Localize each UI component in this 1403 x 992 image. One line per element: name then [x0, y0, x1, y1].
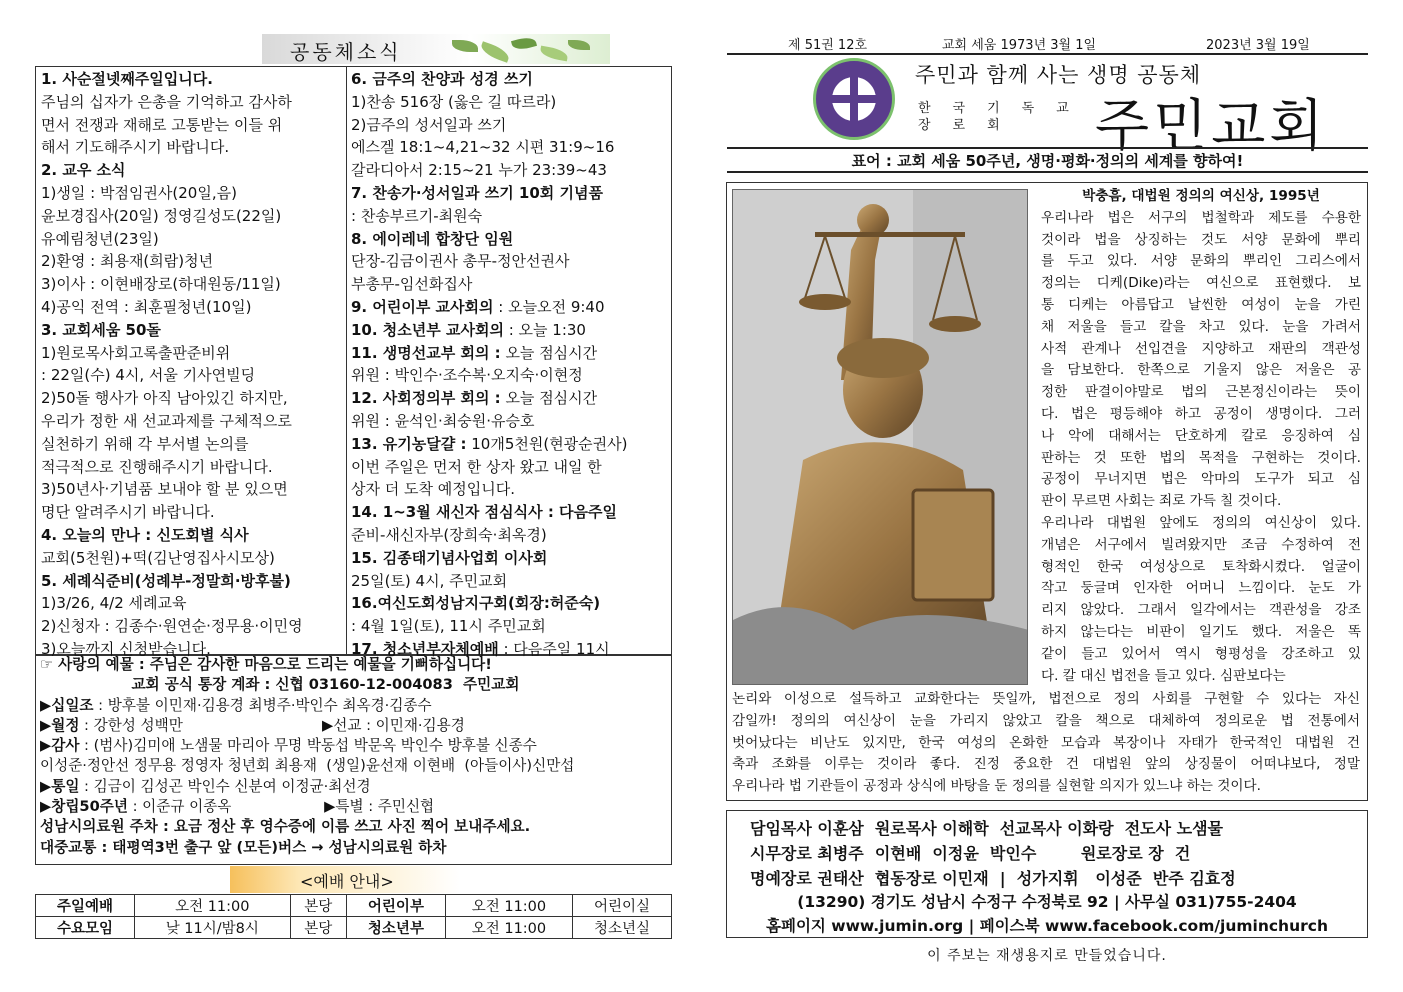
- news-line: [351, 296, 669, 319]
- news-text: 준비-새신자부(장희숙·최옥경): [351, 525, 547, 544]
- article-line: 우리나라 법 기관들이 공정과 상식에 바탕을 둔 정의를 실현할 의지가 있느냐 하는 것이다.: [732, 778, 1261, 795]
- worship-row: [36, 917, 672, 939]
- offering-line: [40, 716, 670, 736]
- masthead-rule: [727, 53, 1368, 55]
- founding-date: 교회 세움 1973년 3월 1일: [942, 38, 1097, 53]
- offering-label: ▶십일조: [40, 696, 94, 714]
- news-text: 위원 : 윤석인·최숭원·유승호: [351, 411, 535, 430]
- news-heading: 15. 김종태기념사업회 이사회: [351, 548, 548, 567]
- news-line: [351, 68, 669, 91]
- offering-text: 이성준·정안선 정무용 정영자 청년회 최용재 (생일)윤선재 이현배 (아들이사)신만섭: [40, 757, 575, 775]
- news-heading: 1. 사순절넷째주일입니다.: [41, 70, 213, 88]
- news-line: [41, 592, 343, 615]
- news-line: [351, 205, 669, 228]
- worship-cell: 청소년부: [346, 917, 445, 939]
- news-line: [351, 364, 669, 387]
- news-text: 윤보경집사(20일) 정영길성도(22일): [41, 206, 282, 225]
- news-line: [351, 250, 669, 273]
- news-text: : 찬송부르기-최원숙: [351, 206, 483, 225]
- offering-text: : 이준규 이종옥 ▶특별 : 주민신협: [127, 798, 435, 816]
- article-line: 정한 판결이야말로 법의 근본정신이라는 뜻이: [1041, 384, 1361, 401]
- news-text: 부총무-임선화집사: [351, 275, 473, 294]
- news-heading: 7. 찬송가·성서일과 쓰기 10회 기념품: [351, 183, 603, 202]
- offering-notes: [40, 655, 670, 858]
- article-line: 채 저울을 들고 칼을 차고 있다. 눈을 가려서: [1041, 318, 1361, 335]
- news-line: [351, 91, 669, 114]
- offering-label: ☞ 사랑의 예물: [40, 656, 134, 673]
- news-text: 오늘 점심시간: [500, 343, 598, 362]
- article-line: 벗어났다는 비난도 있지만, 한국 여성의 온화한 모습과 복장이나 자태가 한국적인 대법원 건: [732, 734, 1360, 751]
- news-line: [351, 342, 669, 365]
- article-line: 작고 둥글며 인자한 어머니 느낌이다. 눈도 가: [1041, 580, 1361, 597]
- article-text-bottom: [732, 689, 1360, 798]
- news-text: 단장-김금이권사 총무-정안선권사: [351, 252, 570, 271]
- news-text: : 4월 1일(토), 11시 주민교회: [351, 617, 546, 636]
- news-heading: 3. 교회세움 50돌: [41, 320, 161, 339]
- news-line: [351, 410, 669, 433]
- offering-label: ▶감사: [40, 737, 80, 755]
- staff-line: 시무장로 최병주 이현배 이정윤 박인수 원로장로 장 건: [750, 844, 1191, 863]
- worship-cell: 본당: [290, 895, 346, 917]
- news-line: [351, 501, 669, 524]
- recycled-paper-note: 이 주보는 재생용지로 만들었습니다.: [927, 948, 1167, 964]
- article-line: 리지 않았다. 그래서 일각에서는 객관성을 강조: [1041, 602, 1361, 619]
- news-text: 이번 주일은 먼저 한 상자 왔고 내일 한: [351, 457, 602, 476]
- offering-line: [40, 797, 670, 817]
- church-address: (13290) 경기도 성남시 수정구 수정북로 92 | 사무실 031)755-2404: [797, 893, 1297, 911]
- news-line: [41, 296, 343, 319]
- news-line: [41, 410, 343, 433]
- article-line: 논리와 이성으로 설득하고 교화한다는 뜻일까, 법전으로 정의 사회를 구현할 수 있다는 자신: [732, 691, 1360, 707]
- statue-photo: [732, 189, 1028, 685]
- offering-label: 성남시의료원 주차 : 요금 정산 후 영수증에 이름 쓰고 사진 찍어 보내주세요.: [40, 818, 531, 836]
- news-line: [351, 182, 669, 205]
- news-text: 주님의 십자가 은총을 기억하고 감사하: [41, 92, 292, 111]
- news-line: [41, 273, 343, 296]
- offering-line: [40, 756, 670, 776]
- article-line: 우리나라 법은 서구의 법철학과 제도를 수용한: [1041, 209, 1361, 226]
- news-line: [351, 387, 669, 410]
- offering-line: [40, 696, 670, 716]
- news-line: [41, 250, 343, 273]
- leaf-icon: [539, 46, 568, 62]
- article-line: 판하는 것 또한 법의 목적을 구현하는 것이다.: [1041, 449, 1361, 466]
- article-line: 하지 않는다는 비판이 일기도 했다. 저울은 똑: [1041, 623, 1361, 640]
- news-text: 1)3/26, 4/2 세례교육: [41, 594, 187, 613]
- news-text: 실천하기 위해 각 부서별 논의를: [41, 434, 249, 453]
- section-title: 공동체소식: [290, 40, 402, 64]
- news-line: [351, 478, 669, 501]
- news-text: 위원 : 박인수·조수복·오지숙·이현정: [351, 366, 583, 385]
- news-line: [41, 68, 343, 91]
- news-column-right: [351, 68, 669, 661]
- news-text: 해서 기도해주시기 바랍니다.: [41, 138, 230, 157]
- news-line: [41, 342, 343, 365]
- article-line: 감일까! 정의의 여신상이 눈을 가리지 않았고 칼을 책으로 대체하여 정의로운 법 전통에서: [732, 712, 1360, 729]
- news-text: 유예림청년(23일): [41, 229, 159, 248]
- news-line: [351, 136, 669, 159]
- news-heading: 13. 유기농달걀 :: [351, 434, 467, 453]
- offering-label: 교회 공식 통장 계좌 : 신협 03160-12-004083 주민교회: [40, 676, 520, 694]
- article-line: 판이 무르면 사회는 죄로 가득 칠 것이다.: [1041, 493, 1282, 510]
- leaf-icon: [479, 41, 511, 63]
- news-heading: 14. 1~3월 새신자 점심식사 : 다음주일: [351, 503, 618, 522]
- church-motto: 표어 : 교회 세움 50주년, 생명·평화·정의의 세계를 향하여!: [851, 152, 1244, 170]
- offering-line: [40, 838, 670, 858]
- news-text: 3)오늘까지 신청받습니다.: [41, 639, 211, 658]
- news-text: 오늘 점심시간: [500, 389, 598, 408]
- news-text: 2)신청자 : 김종수·원연순·정무용·이민영: [41, 617, 303, 636]
- leaf-icon: [568, 40, 590, 50]
- news-heading: 12. 사회정의부 회의 :: [351, 389, 501, 408]
- church-name: 주민교회: [1095, 94, 1328, 159]
- news-line: [41, 456, 343, 479]
- news-heading: 5. 세례식준비(성례부-정말희·방후불): [41, 571, 291, 590]
- article-line: 을 담보한다. 한쪽으로 기울지 않은 저울은 공: [1041, 362, 1361, 379]
- worship-row: [36, 895, 672, 917]
- offering-line: [40, 817, 670, 837]
- news-line: [351, 524, 669, 547]
- denomination-line-1: 한국기독교: [918, 101, 1091, 116]
- article-line: 를 두고 있다. 서양 문화의 뿌리인 그리스에서: [1041, 253, 1361, 270]
- article-line: 통 디케는 아름답고 날씬한 여성이 눈을 가린: [1041, 296, 1361, 313]
- staff-line: 명예장로 권태산 협동장로 이민재 | 성가지휘 이성준 반주 김효정: [750, 869, 1236, 888]
- news-text: 10개5천원(현광순권사): [466, 434, 628, 453]
- offering-label: ▶창립50주년: [40, 798, 128, 816]
- news-line: [41, 501, 343, 524]
- article-line: 다. 칼 대신 법전을 들고 있다. 심판보다는: [1041, 667, 1286, 684]
- church-website[interactable]: 홈페이지 www.jumin.org | 페이스북 www.facebook.com/juminchurch: [766, 917, 1328, 935]
- news-line: [351, 592, 669, 615]
- offering-label: ▶월정: [40, 716, 80, 734]
- news-heading: 4. 오늘의 만나 : 신도회별 식사: [41, 525, 249, 544]
- news-line: [41, 478, 343, 501]
- news-line: [351, 570, 669, 593]
- news-line: [351, 273, 669, 296]
- news-heading: 9. 어린이부 교사회의: [351, 297, 494, 316]
- news-text: 면서 전쟁과 재해로 고통받는 이들 위: [41, 115, 283, 134]
- news-text: 명단 알려주시기 바랍니다.: [41, 503, 215, 522]
- news-text: 적극적으로 진행해주시기 바랍니다.: [41, 457, 273, 476]
- news-text: 에스겔 18:1~4,21~32 시편 31:9~16: [351, 138, 615, 157]
- staff-list: [750, 816, 1236, 891]
- news-heading: 17. 청소년부자체예배: [351, 639, 499, 658]
- article-line: 같이 들고 있어서 역시 형평성을 강조하고 있: [1041, 645, 1361, 662]
- news-line: [41, 364, 343, 387]
- news-text: 상자 더 도착 예정입니다.: [351, 480, 515, 499]
- offering-line: [40, 736, 670, 756]
- worship-cell: 오전 11:00: [135, 895, 291, 917]
- news-line: [41, 114, 343, 137]
- news-line: [41, 615, 343, 638]
- news-line: [41, 387, 343, 410]
- offering-label: ▶통일: [40, 777, 80, 795]
- news-text: : 다음주일 11시: [498, 639, 610, 658]
- news-text: 4)공익 전역 : 최훈필청년(10일): [41, 297, 252, 316]
- news-text: 1)원로목사회고록출판준비위: [41, 343, 231, 362]
- news-line: [351, 114, 669, 137]
- news-text: 1)찬송 516장 (옳은 길 따르라): [351, 92, 557, 111]
- justice-statue-illustration: [733, 190, 1028, 685]
- article-line: 형적인 한국 여성상으로 토착화시켰다. 얼굴이: [1041, 558, 1361, 575]
- news-heading: 16.여신도회성남지구회(회장:허준숙): [351, 594, 601, 613]
- news-text: 25일(토) 4시, 주민교회: [351, 571, 508, 590]
- worship-cell: 수요모임: [36, 917, 135, 939]
- news-text: : 오늘 1:30: [503, 320, 586, 339]
- news-heading: 6. 금주의 찬양과 성경 쓰기: [351, 70, 533, 88]
- article-line: 다. 법은 평등해야 하고 공정이 생명이다. 그러: [1041, 405, 1361, 422]
- worship-cell: 낮 11시/밤8시: [135, 917, 291, 939]
- news-line: [41, 570, 343, 593]
- news-text: 갈라디아서 2:15~21 누가 23:39~43: [351, 161, 607, 180]
- issue-date: 2023년 3월 19일: [1206, 38, 1310, 53]
- leaf-icon: [452, 40, 478, 52]
- news-line: [41, 228, 343, 251]
- column-divider: [346, 66, 347, 655]
- news-text: 교회(5천원)+떡(김난영집사시모상): [41, 548, 275, 567]
- article-text-right: [1041, 186, 1361, 687]
- offering-line: [40, 777, 670, 797]
- news-text: 3)50년사·기념품 보내야 할 분 있으면: [41, 480, 288, 499]
- church-logo: [813, 58, 895, 140]
- news-heading: 8. 에이레네 합창단 임원: [351, 229, 514, 248]
- worship-cell: 어린이부: [346, 895, 445, 917]
- worship-cell: 어린이실: [572, 895, 671, 917]
- offering-text: : 방후불 이민재·김용경 최병주·박인수 최옥경·김종수: [93, 696, 432, 714]
- news-line: [41, 547, 343, 570]
- article-line: 사적 관계나 선입견을 지양하고 재판의 객관성: [1041, 340, 1361, 357]
- news-line: [41, 91, 343, 114]
- offering-line: [40, 675, 670, 695]
- news-text: 우리가 정한 새 선교과제를 구체적으로: [41, 411, 292, 430]
- news-line: [351, 319, 669, 342]
- article-line: 우리나라 대법원 앞에도 정의의 여신상이 있다.: [1041, 514, 1361, 531]
- article-line: 축과 조화를 이루는 것이라 좋다. 진정 중요한 건 대법원 앞의 상징물이 어떠냐보다, 정말: [732, 756, 1360, 773]
- news-heading: 2. 교우 소식: [41, 161, 126, 180]
- worship-cell: 본당: [290, 917, 346, 939]
- worship-title: <예배 안내>: [300, 872, 394, 891]
- news-line: [351, 547, 669, 570]
- news-text: 2)환영 : 최용재(희람)청년: [41, 252, 214, 271]
- volume-number: 제 51권 12호: [788, 38, 868, 53]
- news-column-left: [41, 68, 343, 661]
- news-text: : 22일(수) 4시, 서울 기사연빌딩: [41, 366, 256, 385]
- article-line: 나 악에 대해서는 단호하게 칼로 응징하여 심: [1041, 427, 1361, 444]
- worship-cell: 청소년실: [572, 917, 671, 939]
- news-text: 1)생일 : 박점임권사(20일,음): [41, 183, 237, 202]
- news-line: [41, 159, 343, 182]
- offering-text: : (범사)김미애 노샘물 마리아 무명 박동섭 박문옥 박인수 방후불 신종수: [79, 737, 537, 755]
- news-heading: 11. 생명선교부 회의 :: [351, 343, 501, 362]
- contact-info: [726, 890, 1368, 938]
- news-text: 2)금주의 성서일과 쓰기: [351, 115, 507, 134]
- news-line: [41, 205, 343, 228]
- news-line: [351, 159, 669, 182]
- news-line: [41, 319, 343, 342]
- leaf-icon: [511, 35, 537, 52]
- news-line: [41, 524, 343, 547]
- offering-text: : 강한성 성백만 ▶선교 : 이민재·김용경: [79, 716, 465, 734]
- news-text: 3)이사 : 이현배장로(하대원동/11일): [41, 275, 281, 294]
- staff-line: 담임목사 이훈삼 원로목사 이해학 선교목사 이화랑 전도사 노샘물: [750, 819, 1224, 838]
- news-line: [351, 228, 669, 251]
- news-text: : 오늘오전 9:40: [493, 297, 605, 316]
- worship-cell: 오전 11:00: [445, 917, 572, 939]
- news-line: [351, 615, 669, 638]
- offering-line: [40, 655, 670, 675]
- offering-label: 대중교통 : 태평역3번 출구 앞 (모든)버스 → 성남시의료원 하차: [40, 838, 447, 856]
- article-line: 개념은 서구에서 빌려왔지만 조금 수정하여 전: [1041, 536, 1361, 553]
- denomination-line-2: 장로회: [918, 118, 1022, 133]
- worship-table: [35, 894, 672, 939]
- offering-text: : 김금이 김성곤 박인수 신분여 이정균·최선경: [79, 777, 371, 795]
- news-line: [41, 182, 343, 205]
- article-line: 공정이 무너지면 법은 악마의 도구가 되고 심: [1041, 471, 1361, 488]
- news-line: [41, 136, 343, 159]
- news-line: [41, 433, 343, 456]
- news-line: [351, 433, 669, 456]
- worship-cell: 주일예배: [36, 895, 135, 917]
- news-text: 2)50돌 행사가 아직 남아있긴 하지만,: [41, 389, 288, 408]
- news-heading: 10. 청소년부 교사회의: [351, 320, 504, 339]
- worship-cell: 오전 11:00: [445, 895, 572, 917]
- church-slogan: 주민과 함께 사는 생명 공동체: [915, 63, 1202, 87]
- article-title: 박충흠, 대법원 정의의 여신상, 1995년: [1082, 188, 1320, 204]
- article-line: 정의는 디케(Dike)라는 여신으로 표현했다. 보: [1041, 275, 1361, 292]
- article-line: 것이라 법을 상징하는 것도 서양 문화에 뿌리: [1041, 231, 1361, 248]
- offering-text: : 주님은 감사한 마음으로 드리는 예물을 기뻐하십니다!: [133, 656, 492, 673]
- news-line: [351, 456, 669, 479]
